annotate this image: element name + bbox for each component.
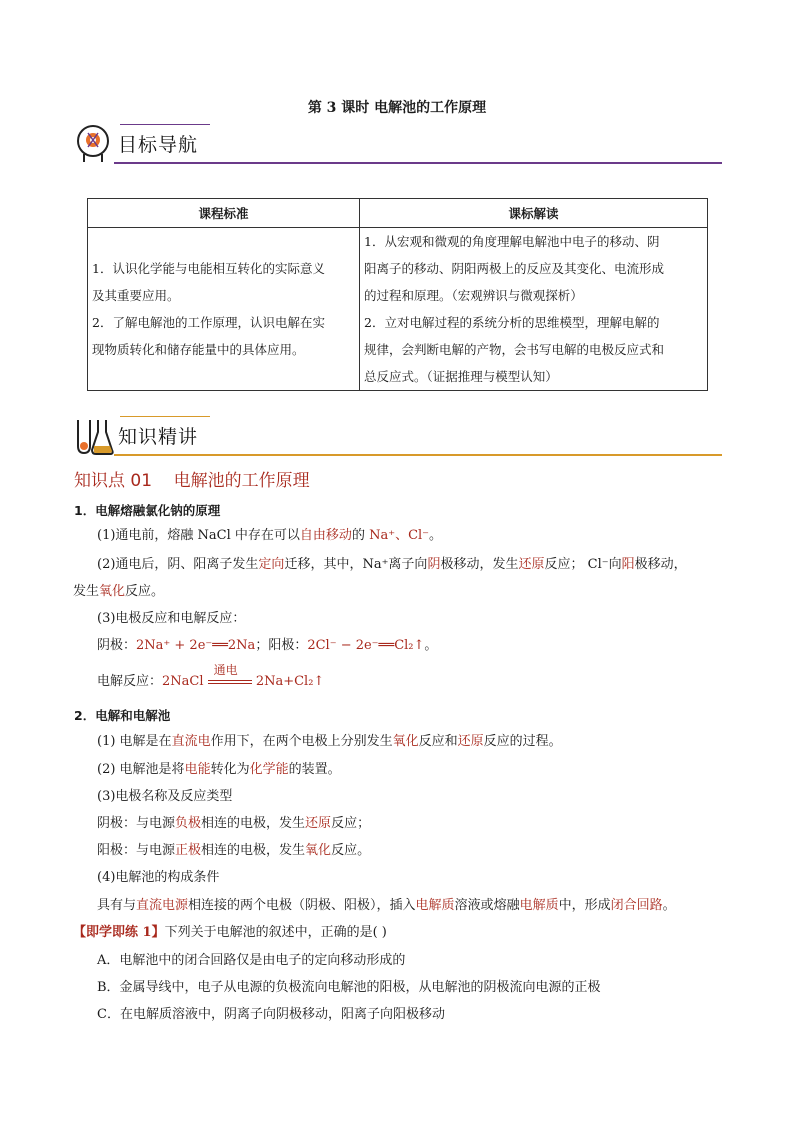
part1-line-1: (1)通电前，熔融 NaCl 中存在可以自由移动的 Na⁺、Cl⁻。 bbox=[97, 528, 443, 543]
knowledge-point-title: 知识点 01 电解池的工作原理 bbox=[74, 471, 310, 491]
table-line: 1．从宏观和微观的角度理解电解池中电子的移动、阴 bbox=[364, 234, 660, 249]
table-cell-interpretation bbox=[360, 228, 708, 391]
table-row bbox=[88, 228, 708, 391]
section-goals-title: 目标导航 bbox=[118, 134, 199, 156]
brain-gear-icon bbox=[74, 124, 112, 164]
reaction-arrow: 通电 bbox=[208, 675, 252, 689]
part1-line-2-cont: 发生氧化反应。 bbox=[73, 584, 165, 599]
page-title: 第 3 课时 电解池的工作原理 bbox=[307, 100, 487, 116]
part2-line-3: (3)电极名称及反应类型 bbox=[97, 789, 233, 804]
table-cell-standard bbox=[88, 228, 360, 391]
part2-line-anode: 阳极：与电源正极相连的电极，发生氧化反应。 bbox=[97, 843, 371, 858]
table-header-interpretation: 课标解读 bbox=[360, 199, 708, 228]
part1-electrode-equations: 阴极：2Na⁺ + 2e⁻══2Na；阳极：2Cl⁻ − 2e⁻══Cl₂↑。 bbox=[97, 638, 438, 653]
header-accent-line bbox=[120, 416, 210, 417]
table-line: 的过程和原理。（宏观辨识与微观探析） bbox=[364, 288, 583, 303]
part2-line-2: (2) 电解池是将电能转化为化学能的装置。 bbox=[97, 762, 341, 777]
part2-line-1: (1) 电解是在直流电作用下，在两个电极上分别发生氧化反应和还原反应的过程。 bbox=[97, 734, 562, 749]
part1-line-2: (2)通电后，阴、阳离子发生定向迁移，其中，Na⁺离子向阴极移动，发生还原反应； Cl⁻向阳极移动， bbox=[97, 557, 687, 572]
practice-question: 【即学即练 1】下列关于电解池的叙述中，正确的是( ) bbox=[73, 925, 387, 940]
section-goals-rule bbox=[114, 162, 722, 164]
table-line: 现物质转化和储存能量中的具体应用。 bbox=[92, 342, 305, 357]
part1-heading: 1．电解熔融氯化钠的原理 bbox=[74, 503, 221, 518]
part2-line-cathode: 阴极：与电源负极相连的电极，发生还原反应； bbox=[97, 816, 371, 831]
table-line: 及其重要应用。 bbox=[92, 288, 180, 303]
section-knowledge-rule bbox=[114, 454, 722, 456]
part2-heading: 2．电解和电解池 bbox=[74, 708, 171, 723]
part1-overall-equation: 电解反应：2NaCl 通电 2Na+Cl₂↑ bbox=[97, 662, 325, 689]
section-knowledge-header bbox=[74, 416, 722, 456]
table-line: 规律，会判断电解的产物，会书写电解的电极反应式和 bbox=[364, 342, 665, 357]
table-header-standard: 课程标准 bbox=[88, 199, 360, 228]
section-knowledge-title: 知识精讲 bbox=[118, 426, 199, 448]
header-accent-line bbox=[120, 124, 210, 125]
option-a: A．电解池中的闭合回路仅是由电子的定向移动形成的 bbox=[97, 953, 406, 968]
part2-line-4: (4)电解池的构成条件 bbox=[97, 870, 220, 885]
table-line: 2．了解电解池的工作原理，认识电解在实 bbox=[92, 315, 325, 330]
standards-table bbox=[87, 198, 708, 391]
option-c: C．在电解质溶液中，阴离子向阴极移动，阳离子向阳极移动 bbox=[97, 1007, 445, 1022]
option-b: B．金属导线中，电子从电源的负极流向电解池的阳极，从电解池的阴极流向电源的正极 bbox=[97, 980, 601, 995]
table-line: 总反应式。（证据推理与模型认知） bbox=[364, 369, 558, 384]
flask-icon bbox=[74, 416, 114, 456]
table-header-row bbox=[88, 199, 708, 228]
part1-line-3: (3)电极反应和电解反应： bbox=[97, 611, 246, 626]
practice-tag: 【即学即练 1】 bbox=[73, 925, 165, 940]
table-line: 1．认识化学能与电能相互转化的实际意义 bbox=[92, 261, 325, 276]
table-line: 2．立对电解过程的系统分析的思维模型，理解电解的 bbox=[364, 315, 660, 330]
table-line: 阳离子的移动、阴阳两极上的反应及其变化、电流形成 bbox=[364, 261, 665, 276]
section-goals-header bbox=[74, 124, 722, 164]
part2-conditions: 具有与直流电源相连接的两个电极（阴极、阳极），插入电解质溶液或熔融电解质中，形成闭合回路。 bbox=[97, 898, 676, 913]
